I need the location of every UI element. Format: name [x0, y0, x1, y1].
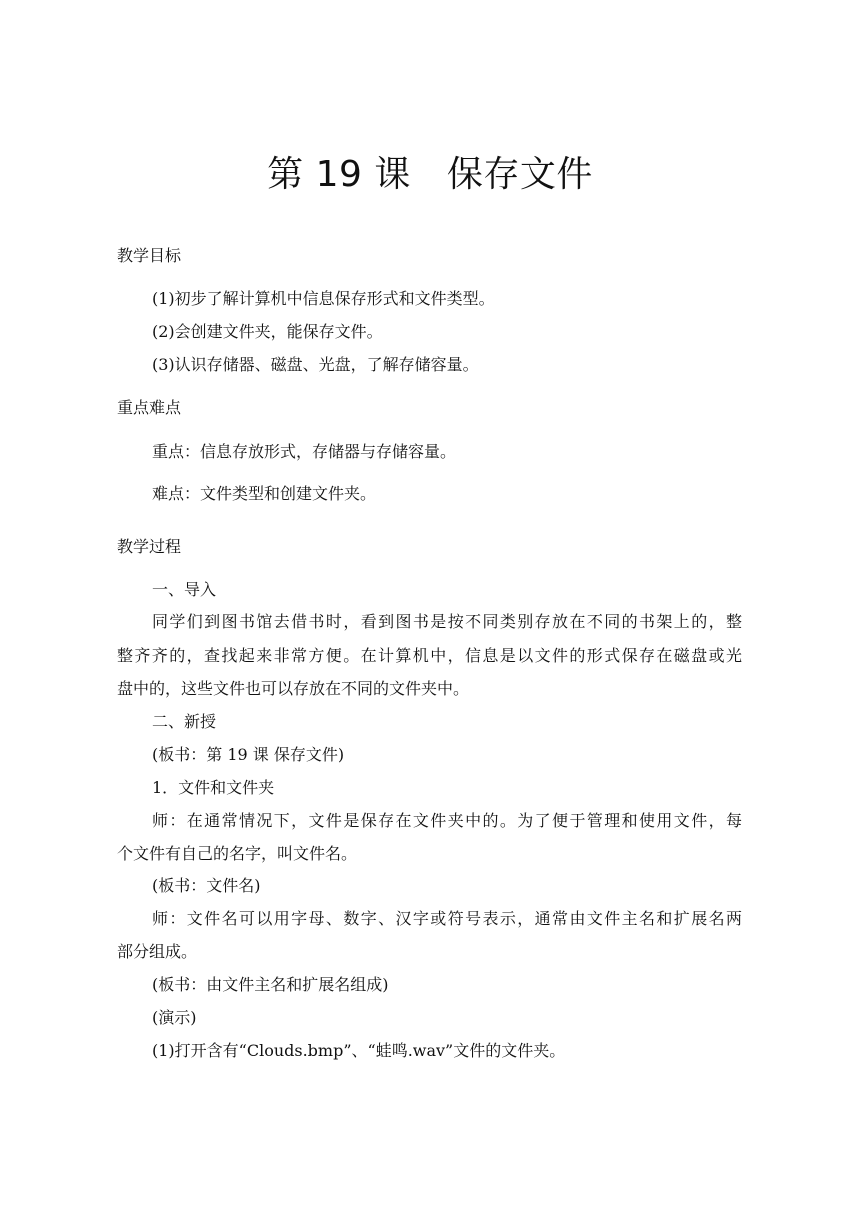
objective-item: (2)会创建文件夹，能保存文件。	[152, 322, 383, 341]
subheading-intro: 一、导入	[152, 580, 217, 599]
teacher-paragraph-line: 师：在通常情况下，文件是保存在文件夹中的。为了便于管理和使用文件，每	[152, 811, 742, 830]
teacher-paragraph-line: 个文件有自己的名字，叫文件名。	[117, 844, 358, 863]
section-heading-objectives: 教学目标	[117, 246, 182, 265]
board-note: (板书：第 19 课 保存文件)	[152, 745, 345, 764]
lesson-number: 第 19 课	[267, 154, 411, 195]
demo-note: (演示)	[152, 1008, 197, 1027]
demo-step: (1)打开含有“Clouds.bmp”、“蛙鸣.wav”文件的文件夹。	[152, 1041, 566, 1060]
section-heading-key-points: 重点难点	[117, 398, 182, 417]
subheading-new: 二、新授	[152, 712, 217, 731]
intro-paragraph-line: 同学们到图书馆去借书时，看到图书是按不同类别存放在不同的书架上的，整	[152, 612, 742, 631]
intro-paragraph-line: 整齐齐的，查找起来非常方便。在计算机中，信息是以文件的形式保存在磁盘或光	[117, 646, 742, 665]
lesson-name: 保存文件	[446, 154, 593, 195]
focus-text: 重点：信息存放形式，存储器与存储容量。	[152, 442, 457, 461]
section-heading-process: 教学过程	[117, 537, 182, 556]
intro-paragraph-line: 盘中的，这些文件也可以存放在不同的文件夹中。	[117, 679, 470, 698]
objective-item: (1)初步了解计算机中信息保存形式和文件类型。	[152, 289, 495, 308]
board-note: (板书：由文件主名和扩展名组成)	[152, 975, 389, 994]
teacher-paragraph-line: 部分组成。	[117, 942, 198, 961]
objective-item: (3)认识存储器、磁盘、光盘，了解存储容量。	[152, 355, 479, 374]
board-note: (板书：文件名)	[152, 876, 261, 895]
teacher-paragraph-line: 师：文件名可以用字母、数字、汉字或符号表示，通常由文件主名和扩展名两	[152, 909, 742, 928]
difficulty-text: 难点：文件类型和创建文件夹。	[152, 484, 377, 503]
point-heading: 1．文件和文件夹	[152, 778, 275, 797]
page-title	[0, 150, 860, 200]
